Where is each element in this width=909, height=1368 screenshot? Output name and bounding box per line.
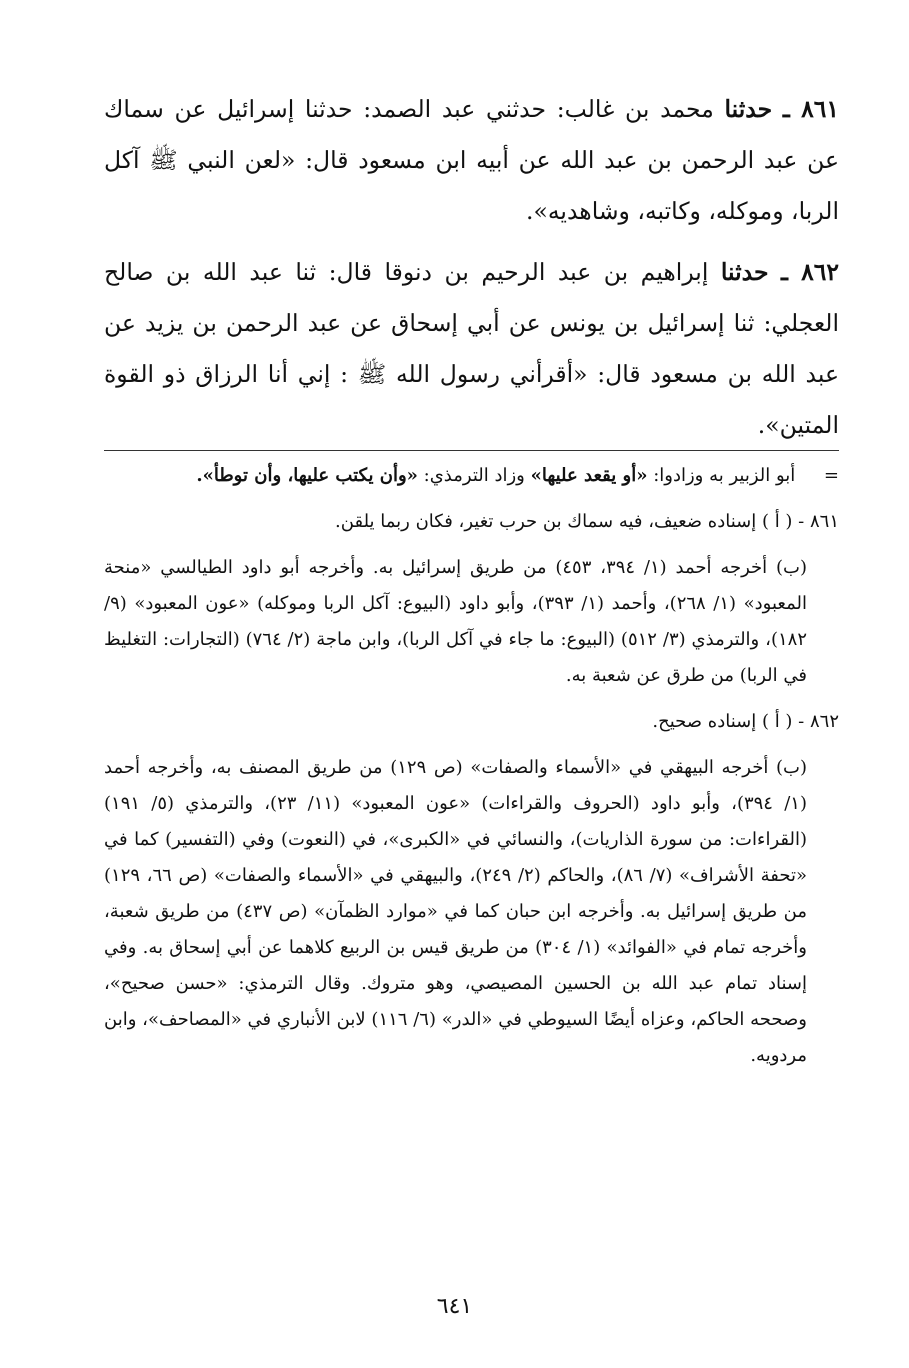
footnote-quote: «وأن يكتب عليها، وأن توطأ». [196,465,418,486]
footnote-861-b: (ب) أخرجه أحمد (١/ ٣٩٤، ٤٥٣) من طريق إسرائيل به. وأخرجه أبو داود الطيالسي «منحة المعبود» (١/ ٢٦٨)، وأحمد (١/ ٣٩٣)، وأبو داود (البيوع: آكل الربا وموكله) «عون المعبود» (٩/ ١٨٢)، والترمذي (٣/ ٥١٢) (البيوع: ما جاء في آكل الربا)، وابن ماجة (٢/ ٧٦٤) (التجارات: التغليظ في الربا) من طرق عن شعبة به. [104,557,808,686]
continuation-marker: = [823,465,839,486]
footnote-quote: «أو يقعد عليها» [530,465,648,486]
footnote-text: أبو الزبير به وزادوا: [647,465,796,486]
page-number: ٦٤١ [436,1294,473,1319]
hadith-number: ٨٦٢ ـ [781,258,839,286]
hadith-lead: حدثنا [724,95,773,123]
footnotes [104,458,839,1074]
hadith-lead: حدثنا [720,258,769,286]
footnote-862-b: (ب) أخرجه البيهقي في «الأسماء والصفات» (ص ١٢٩) من طريق المصنف به، وأخرجه أحمد (١/ ٣٩٤)، وأبو داود (الحروف والقراءات) «عون المعبود» (١١/ ٢٣)، والترمذي (٥/ ١٩١) (القراءات: من سورة الذاريات)، والنسائي في «الكبرى»، في (النعوت) وفي (التفسير) كما في «تحفة الأشراف» (٧/ ٨٦)، والحاكم (٢/ ٢٤٩)، والبيهقي في «الأسماء والصفات» (ص ٦٦، ١٢٩) من طريق إسرائيل به. وأخرجه ابن حبان كما في «موارد الظمآن» (ص ٤٣٧) من طريق شعبة، وأخرجه تمام في «الفوائد» (١/ ٣٠٤) من طريق قيس بن الربيع كلاهما عن أبي إسحاق به. وفي إسناد تمام عبد الله بن الحسين المصيصي، وهو متروك. وقال الترمذي: «حسن صحيح»، وصححه الحاكم، وعزاه أيضًا السيوطي في «الدر» (٦/ ١١٦) لابن الأنباري في «المصاحف»، وابن مردويه. [104,757,807,1066]
footnote-862-a: ٨٦٢ - ( أ ) إسناده صحيح. [652,711,839,732]
hadith-text: محمد بن غالب: حدثني عبد الصمد: حدثنا إسرائيل عن سماك عن عبد الرحمن بن عبد الله عن أبيه ابن مسعود قال: «لعن النبي ﷺ آكل الربا، وموكله، وكاتبه، وشاهديه». [104,95,839,225]
hadith-text: إبراهيم بن عبد الرحيم بن دنوقا قال: ثنا عبد الله بن صالح العجلي: ثنا إسرائيل بن يونس عن أبي إسحاق عن عبد الرحمن بن يزيد عن عبد الله بن مسعود قال: «أقرأني رسول الله ﷺ : إني أنا الرزاق ذو القوة المتين». [104,258,839,439]
main-text [104,84,839,461]
hadith-number: ٨٦١ ـ [782,95,839,123]
footnote-text: وزاد الترمذي: [417,465,531,486]
hadith-861 [104,84,839,237]
footnote-separator [104,450,839,451]
footnote-continuation [104,458,839,494]
footnote-861-a: ٨٦١ - ( أ ) إسناده ضعيف، فيه سماك بن حرب تغير، فكان ربما يلقن. [335,511,839,532]
hadith-862 [104,247,839,451]
